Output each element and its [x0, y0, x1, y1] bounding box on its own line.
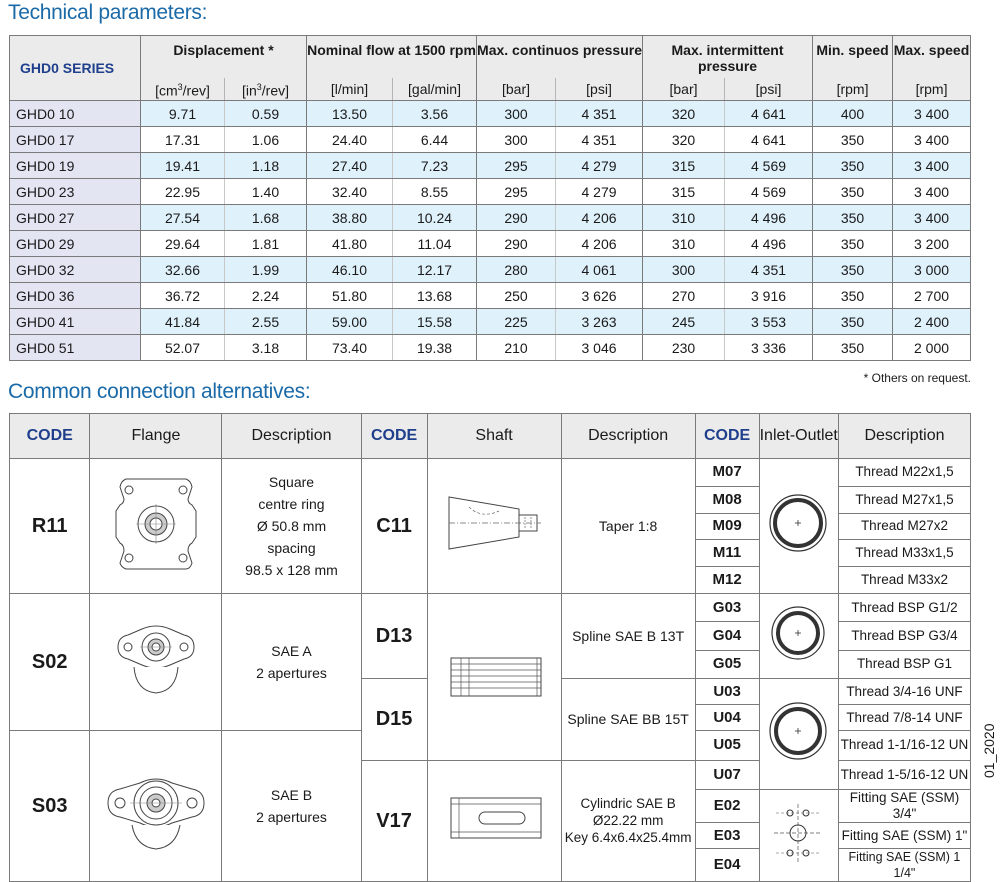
table-cell: 12.17: [393, 257, 477, 283]
table-cell: 27.40: [307, 153, 393, 179]
table-cell: 350: [813, 335, 893, 361]
port-description: Fitting SAE (SSM) 1": [838, 823, 970, 849]
model-name: GHD0 17: [10, 127, 141, 153]
flange-s03-drawing: [90, 731, 222, 882]
table-cell: 4 351: [556, 101, 643, 127]
shaft-c11-drawing: [427, 459, 561, 594]
table-cell: 400: [813, 101, 893, 127]
table-cell: 51.80: [307, 283, 393, 309]
table-cell: 4 496: [725, 205, 813, 231]
table-cell: 4 279: [556, 153, 643, 179]
table-cell: 73.40: [307, 335, 393, 361]
unit-cm3-rev: $[cm^3/rev]$: [141, 78, 225, 101]
description-line: Ø22.22 mm: [592, 813, 664, 829]
table-row: [10, 257, 971, 283]
table-cell: 1.99: [225, 257, 307, 283]
port-description: Thread M22x1,5: [838, 459, 970, 487]
port-description: Thread 1-5/16-12 UN: [838, 760, 970, 790]
code-header-port: CODE: [695, 414, 759, 459]
connection-alternatives-title: Common connection alternatives:: [8, 380, 311, 403]
description-line: SAE A: [271, 643, 312, 659]
table-cell: 270: [643, 283, 725, 309]
nominal-flow-header: Nominal flow at 1500 rpm: [307, 36, 477, 79]
shaft-code: V17: [361, 760, 427, 882]
table-cell: 3 200: [893, 231, 971, 257]
table-cell: 19.41: [141, 153, 225, 179]
description-line: 2 apertures: [256, 809, 327, 825]
port-bsp-drawing: [759, 594, 838, 679]
table-cell: 27.54: [141, 205, 225, 231]
table-cell: 2 700: [893, 283, 971, 309]
table-cell: 13.50: [307, 101, 393, 127]
flange-description-header: Description: [222, 414, 361, 459]
technical-parameters-table: [9, 35, 971, 361]
port-code: U04: [695, 705, 759, 731]
table-cell: 230: [643, 335, 725, 361]
table-cell: 295: [477, 179, 556, 205]
table-cell: 3 400: [893, 101, 971, 127]
port-code: U07: [695, 760, 759, 790]
table-cell: 3 400: [893, 127, 971, 153]
port-code: M08: [695, 486, 759, 513]
table-cell: 4 279: [556, 179, 643, 205]
port-code: M09: [695, 513, 759, 540]
table-cell: 0.59: [225, 101, 307, 127]
displacement-header: Displacement *: [141, 36, 307, 79]
description-line: centre ring: [258, 496, 325, 512]
table-cell: 350: [813, 205, 893, 231]
table-cell: 350: [813, 231, 893, 257]
description-line: Square: [268, 474, 315, 490]
shaft-v17-drawing: [427, 760, 561, 882]
table-cell: 350: [813, 127, 893, 153]
table-cell: 15.58: [393, 309, 477, 335]
flange-code: R11: [10, 459, 90, 594]
table-cell: 300: [643, 257, 725, 283]
port-code: G04: [695, 622, 759, 650]
table-cell: 4 641: [725, 101, 813, 127]
table-row: [10, 205, 971, 231]
port-code: E03: [695, 823, 759, 849]
table-row: [10, 179, 971, 205]
port-description: Thread BSP G3/4: [838, 622, 970, 650]
port-description: Thread 3/4-16 UNF: [838, 679, 970, 705]
table-cell: 210: [477, 335, 556, 361]
port-description: Thread BSP G1: [838, 650, 970, 678]
others-on-request-note: * Others on request.: [863, 371, 971, 385]
table-cell: 315: [643, 153, 725, 179]
shaft-header: Shaft: [427, 414, 561, 459]
port-description: Thread M27x1,5: [838, 486, 970, 513]
shaft-code: D13: [361, 594, 427, 679]
shaft-code: D15: [361, 679, 427, 761]
port-description: Fitting SAE (SSM) 1 1/4": [838, 849, 970, 882]
connection-alternatives-table: [9, 413, 971, 882]
table-cell: 24.40: [307, 127, 393, 153]
model-name: GHD0 32: [10, 257, 141, 283]
table-cell: 2.55: [225, 309, 307, 335]
description-line: Spline SAE B 13T: [572, 628, 685, 644]
table-cell: 36.72: [141, 283, 225, 309]
table-cell: 4 061: [556, 257, 643, 283]
description-line: Taper 1:8: [598, 518, 658, 534]
port-description: Thread 7/8-14 UNF: [838, 705, 970, 731]
unit-psi: [psi]: [725, 78, 813, 101]
port-code: U03: [695, 679, 759, 705]
description-line: Cylindric SAE B: [580, 796, 676, 812]
table-cell: 13.68: [393, 283, 477, 309]
port-description: Thread M33x1,5: [838, 540, 970, 567]
table-row: [10, 127, 971, 153]
port-code: M07: [695, 459, 759, 487]
model-name: GHD0 10: [10, 101, 141, 127]
table-cell: 3 626: [556, 283, 643, 309]
table-cell: 3 400: [893, 153, 971, 179]
table-cell: 4 206: [556, 205, 643, 231]
shaft-description: [561, 760, 695, 882]
table-cell: 22.95: [141, 179, 225, 205]
table-cell: 3 916: [725, 283, 813, 309]
shaft-description: [561, 594, 695, 679]
table-cell: 9.71: [141, 101, 225, 127]
table-cell: 1.40: [225, 179, 307, 205]
description-line: SAE B: [270, 787, 313, 803]
table-cell: 8.55: [393, 179, 477, 205]
table-cell: 310: [643, 231, 725, 257]
table-cell: 1.81: [225, 231, 307, 257]
model-name: GHD0 23: [10, 179, 141, 205]
table-cell: 310: [643, 205, 725, 231]
flange-code: S03: [10, 731, 90, 882]
table-cell: 1.06: [225, 127, 307, 153]
table-cell: 4 206: [556, 231, 643, 257]
table-cell: 3 400: [893, 179, 971, 205]
table-cell: 32.40: [307, 179, 393, 205]
table-cell: 290: [477, 231, 556, 257]
port-description: Thread M33x2: [838, 567, 970, 594]
table-cell: 4 496: [725, 231, 813, 257]
table-cell: 4 351: [725, 257, 813, 283]
table-cell: 41.84: [141, 309, 225, 335]
table-cell: 3 000: [893, 257, 971, 283]
port-code: G05: [695, 650, 759, 678]
technical-parameters-title: Technical parameters:: [8, 1, 208, 24]
model-name: GHD0 36: [10, 283, 141, 309]
table-cell: 2 400: [893, 309, 971, 335]
table-cell: 19.38: [393, 335, 477, 361]
table-cell: 3.56: [393, 101, 477, 127]
flange-header: Flange: [90, 414, 222, 459]
unit-rpm: [rpm]: [813, 78, 893, 101]
table-cell: 225: [477, 309, 556, 335]
table-row: [10, 153, 971, 179]
shaft-description: [561, 679, 695, 761]
table-row: [10, 309, 971, 335]
table-cell: 350: [813, 309, 893, 335]
table-cell: 10.24: [393, 205, 477, 231]
port-description: Thread M27x2: [838, 513, 970, 540]
port-description-header: Description: [838, 414, 970, 459]
table-cell: 350: [813, 283, 893, 309]
table-cell: 350: [813, 153, 893, 179]
table-cell: 350: [813, 257, 893, 283]
model-name: GHD0 41: [10, 309, 141, 335]
description-line: spacing: [267, 540, 316, 556]
model-name: GHD0 51: [10, 335, 141, 361]
table-cell: 290: [477, 205, 556, 231]
max-continuous-pressure-header: Max. continuos pressure: [477, 36, 643, 79]
table-cell: 17.31: [141, 127, 225, 153]
flange-description: [222, 459, 361, 594]
table-cell: 295: [477, 153, 556, 179]
table-cell: 250: [477, 283, 556, 309]
table-cell: 350: [813, 179, 893, 205]
flange-r11-drawing: [90, 459, 222, 594]
table-cell: 6.44: [393, 127, 477, 153]
table-cell: 41.80: [307, 231, 393, 257]
code-header-flange: CODE: [10, 414, 90, 459]
description-line: Key 6.4x6.4x25.4mm: [564, 830, 692, 846]
table-cell: 245: [643, 309, 725, 335]
table-cell: 2 000: [893, 335, 971, 361]
table-cell: 300: [477, 101, 556, 127]
unit-gal-min: [gal/min]: [393, 78, 477, 101]
table-cell: 46.10: [307, 257, 393, 283]
port-unf-drawing: [759, 679, 838, 790]
table-cell: 4 351: [556, 127, 643, 153]
model-name: GHD0 27: [10, 205, 141, 231]
table-cell: 320: [643, 101, 725, 127]
table-cell: 7.23: [393, 153, 477, 179]
flange-s02-drawing: [90, 594, 222, 731]
table-row: [10, 101, 971, 127]
port-code: E02: [695, 790, 759, 823]
table-cell: 280: [477, 257, 556, 283]
port-description: Thread 1-1/16-12 UN: [838, 731, 970, 761]
port-description: Thread BSP G1/2: [838, 594, 970, 622]
table-cell: 3 553: [725, 309, 813, 335]
unit-rpm: [rpm]: [893, 78, 971, 101]
unit-psi: [psi]: [556, 78, 643, 101]
port-code: U05: [695, 731, 759, 761]
table-cell: 29.64: [141, 231, 225, 257]
table-cell: 4 641: [725, 127, 813, 153]
table-cell: 4 569: [725, 153, 813, 179]
port-code: M11: [695, 540, 759, 567]
unit-bar: [bar]: [477, 78, 556, 101]
table-cell: 3 263: [556, 309, 643, 335]
code-header-shaft: CODE: [361, 414, 427, 459]
table-row: [10, 335, 971, 361]
shaft-code: C11: [361, 459, 427, 594]
shaft-description: [561, 459, 695, 594]
table-cell: 320: [643, 127, 725, 153]
table-cell: 3 046: [556, 335, 643, 361]
port-code: M12: [695, 567, 759, 594]
description-line: Spline SAE BB 15T: [567, 711, 689, 728]
table-cell: 3.18: [225, 335, 307, 361]
model-name: GHD0 29: [10, 231, 141, 257]
unit-in3-rev: $[in^3/rev]$: [225, 78, 307, 101]
unit-bar: [bar]: [643, 78, 725, 101]
shaft-description-header: Description: [561, 414, 695, 459]
description-line: 98.5 x 128 mm: [245, 562, 338, 578]
max-intermittent-pressure-header: Max. intermittent pressure: [643, 36, 813, 79]
flange-description: [222, 594, 361, 731]
table-cell: 3 400: [893, 205, 971, 231]
document-code: 01_2020: [981, 723, 997, 778]
flange-description: [222, 731, 361, 882]
table-cell: 300: [477, 127, 556, 153]
table-row: [10, 283, 971, 309]
table-cell: 1.18: [225, 153, 307, 179]
inlet-outlet-header: Inlet-Outlet: [759, 414, 838, 459]
series-header: GHD0 SERIES: [10, 36, 141, 101]
port-metric-drawing: [759, 459, 838, 594]
description-line: Ø 50.8 mm: [256, 518, 327, 534]
table-cell: 52.07: [141, 335, 225, 361]
min-speed-header: Min. speed: [813, 36, 893, 79]
table-cell: 4 569: [725, 179, 813, 205]
table-cell: 11.04: [393, 231, 477, 257]
description-line: 2 apertures: [256, 665, 327, 681]
port-code: E04: [695, 849, 759, 882]
table-cell: 59.00: [307, 309, 393, 335]
table-cell: 315: [643, 179, 725, 205]
table-cell: 3 336: [725, 335, 813, 361]
max-speed-header: Max. speed: [893, 36, 971, 79]
table-cell: 38.80: [307, 205, 393, 231]
shaft-spline-drawing: [427, 594, 561, 761]
port-description: Fitting SAE (SSM) 3/4": [838, 790, 970, 823]
model-name: GHD0 19: [10, 153, 141, 179]
table-row: [10, 231, 971, 257]
port-sae-flange-drawing: [759, 790, 838, 882]
flange-code: S02: [10, 594, 90, 731]
unit-l-min: [l/min]: [307, 78, 393, 101]
table-cell: 1.68: [225, 205, 307, 231]
table-cell: 32.66: [141, 257, 225, 283]
table-cell: 2.24: [225, 283, 307, 309]
port-code: G03: [695, 594, 759, 622]
